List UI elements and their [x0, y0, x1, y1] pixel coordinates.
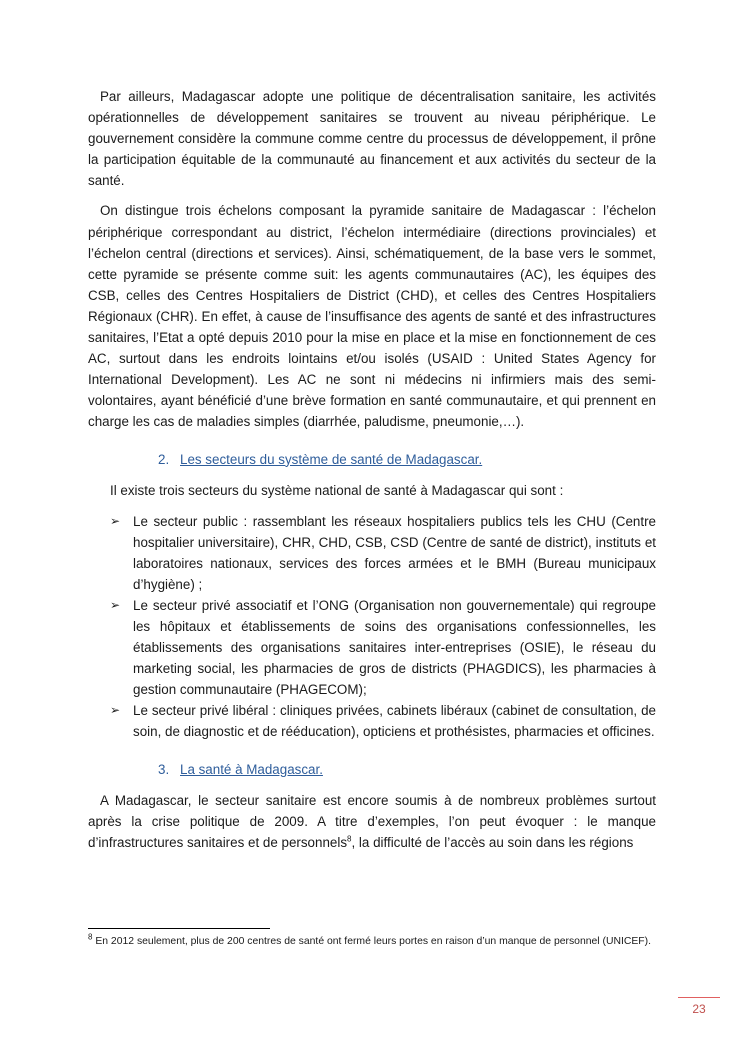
list-item — [88, 700, 656, 742]
page-content — [88, 86, 656, 862]
list-item-text: Le secteur public : rassemblant les réseaux hospitaliers publics tels les CHU (Centre hospitalier universitaire), CHR, CHD, CSB, CSD (Centre de santé de district), instituts et laboratoires nationaux, services des forces armées et le BMH (Bureau municipaux d’hygiène) ; — [133, 513, 656, 592]
section-heading-sante — [158, 759, 656, 780]
list-item-text: Le secteur privé libéral : cliniques privées, cabinets libéraux (cabinet de consultation, de soin, de diagnostic et de rééducation), opticiens et prothésistes, pharmacies et officines. — [133, 703, 656, 740]
section-number: 2. — [158, 451, 170, 467]
footnote-marker: 8 — [88, 932, 93, 942]
footnote-divider — [88, 928, 270, 929]
paragraph-sante-madagascar — [88, 790, 656, 853]
sectors-list — [88, 511, 656, 743]
section-number: 3. — [158, 761, 170, 777]
arrow-bullet-icon: ➢ — [110, 703, 121, 718]
section-heading-secteurs — [158, 449, 656, 470]
list-item-text: Le secteur privé associatif et l’ONG (Organisation non gouvernementale) qui regroupe les hôpitaux et établissements de soins des organisations confessionnelles, les établissements des organisations sanitaires inter-entreprises (OSIE), le réseau du marketing social, les pharmacies de gros de districts (PHAGDICS), les pharmacies à gestion communautaire (PHAGECOM); — [133, 597, 656, 698]
section-title-link[interactable]: La santé à Madagascar. — [180, 761, 323, 777]
arrow-bullet-icon: ➢ — [110, 513, 121, 528]
page-number: 23 — [678, 997, 720, 1016]
paragraph-text: A Madagascar, le secteur sanitaire est encore soumis à de nombreux problèmes surtout après la crise politique de 2009. A titre d’exemples, l’on peut évoquer : le manque d’infrastructures sanitaires et de personnels — [88, 792, 656, 850]
footnote-text: En 2012 seulement, plus de 200 centres de santé ont fermé leurs portes en raison d’un manque de personnel (UNICEF). — [92, 936, 651, 947]
list-item — [88, 595, 656, 700]
list-item — [88, 511, 656, 595]
arrow-bullet-icon: ➢ — [110, 597, 121, 612]
paragraph-text: , la difficulté de l’accès au soin dans les régions — [351, 834, 634, 850]
footnote — [88, 934, 656, 949]
paragraph-decentralisation: Par ailleurs, Madagascar adopte une politique de décentralisation sanitaire, les activités opérationnelles de développement sanitaires se trouvent au niveau périphérique. Le gouvernement considère la commune comme centre du processus de développement, il prône la participation équitable de la communauté au financement et aux activités du secteur de la santé. — [88, 89, 656, 189]
paragraph-pyramide-sanitaire: On distingue trois échelons composant la pyramide sanitaire de Madagascar : l’échelon périphérique correspondant au district, l’échelon intermédiaire (directions provinciales) et l’échelon central (directions et services). Ainsi, schématiquement, de la base vers le sommet, cette pyramide se présente comme suit: les agents communautaires (AC), les équipes des CSB, celles des Centres Hospitaliers de District (CHD), et celles des Centres Hospitaliers Régionaux (CHR). En effet, à cause de l’insuffisance des agents de santé et des infrastructures sanitaires, l’Etat a opté depuis 2010 pour la mise en place et la mise en fonctionnement de ces AC, surtout dans les endroits lointains et/ou isolés (USAID : United States Agency for International Development). Les AC ne sont ni médecins ni infirmiers mais des semi-volontaires, ayant bénéficié d’une brève formation en santé communautaire, et qui prennent en charge les cas de maladies simples (diarrhée, paludisme, pneumonie,…). — [88, 203, 656, 430]
section-title-link[interactable]: Les secteurs du système de santé de Madagascar. — [180, 451, 483, 467]
footnote-reference[interactable]: 8 — [347, 834, 352, 844]
section-intro: Il existe trois secteurs du système national de santé à Madagascar qui sont : — [110, 482, 564, 498]
